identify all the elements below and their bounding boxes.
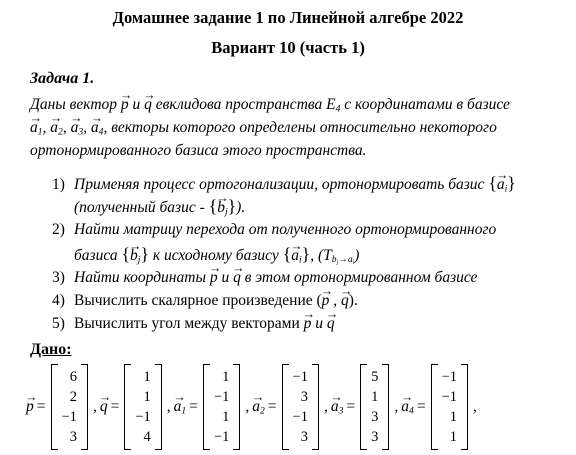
- intro-line-3: ортонормированного базиса этого пространства.: [30, 142, 367, 159]
- vector-q: → q: [341, 292, 349, 310]
- task-heading: Задача 1.: [30, 70, 95, 87]
- task-item-1-cont: (полученный базис - {→ $b_j$}).: [74, 196, 245, 217]
- vector-q: → q: [327, 315, 335, 333]
- transition-subscript: bj→ai: [331, 254, 355, 266]
- vec-label-a2: → $a_2$: [252, 398, 265, 416]
- vector-p-matrix: 6 2 −1 3: [51, 364, 88, 450]
- vector-a2-matrix: −1 3 −1 3: [282, 364, 319, 450]
- vector-p: → p: [121, 96, 129, 114]
- vec-label-a4: → $a_4$: [401, 398, 414, 416]
- vector-q: → q: [144, 96, 152, 114]
- vector-p: → p: [304, 315, 312, 333]
- task-item-2: 2) Найти матрицу перехода от полученного ортонормированного: [52, 221, 497, 238]
- given-label: Дано:: [30, 341, 72, 358]
- intro-line-1: Даны вектор → p и → q евклидова пространства $E_4$ с координатами в базисе: [30, 96, 510, 114]
- vector-q-matrix: 1 1 −1 4: [124, 364, 161, 450]
- vector-a1-matrix: 1 −1 1 −1: [203, 364, 240, 450]
- task-item-3: 3) Найти координаты → p и → q в этом ортонормированном базисе: [52, 269, 477, 287]
- vector-a4: → $a_4$: [91, 119, 104, 137]
- vector-a2: → $a_2$: [50, 119, 63, 137]
- task-item-2-cont: базиса {→ $b_j$} к исходному базису {→ $a_i$}, $(T_{b_j\to a_i})$: [74, 244, 359, 266]
- vec-label-a1: → $a_1$: [174, 398, 187, 416]
- vector-bj: → $b_j$: [130, 247, 140, 265]
- vector-a3-matrix: 5 1 3 3: [360, 364, 389, 450]
- vector-a3: → $a_3$: [71, 119, 84, 137]
- task-item-5: 5) Вычислить угол между векторами → p и → q: [52, 315, 335, 333]
- vector-q: → q: [233, 269, 241, 287]
- vec-label-a3: → $a_3$: [331, 398, 344, 416]
- vec-label-q: → q: [100, 398, 108, 416]
- task-item-1: 1) Применяя процесс ортогонализации, ортонормировать базис {→ $a_i$}: [52, 173, 516, 194]
- vector-bj: → $b_j$: [217, 199, 227, 217]
- vector-a4-matrix: −1 −1 1 1: [431, 364, 468, 450]
- variant-title: Вариант 10 (часть 1): [211, 38, 365, 57]
- vector-p: → p: [322, 292, 330, 310]
- vec-label-p: → p: [26, 398, 34, 416]
- document-title: Домашнее задание 1 по Линейной алгебре 2022: [112, 8, 464, 27]
- vector-a1: → $a_1$: [30, 119, 43, 137]
- vector-ai: → $a_i$: [291, 247, 301, 265]
- given-vectors-formula: → p = 6 2 −1 3 , → q = 1 1 −1 4 , → $a_1$ = 1 −1 1 −1 , → $a_2$ = −1 3 −1 3 , → $a_3$ = 5 1 3 3 , → $a_4$ = −1 −1 1 1 ,: [26, 364, 480, 450]
- vector-ai: → $a_i$: [497, 176, 507, 194]
- intro-line-2: → $a_1$, → $a_2$, → $a_3$, → $a_4$, векторы которого определены относительно некоторого: [30, 119, 497, 137]
- task-item-4: 4) Вычислить скалярное произведение (→ p , → q).: [52, 292, 358, 310]
- vector-p: → p: [210, 269, 218, 287]
